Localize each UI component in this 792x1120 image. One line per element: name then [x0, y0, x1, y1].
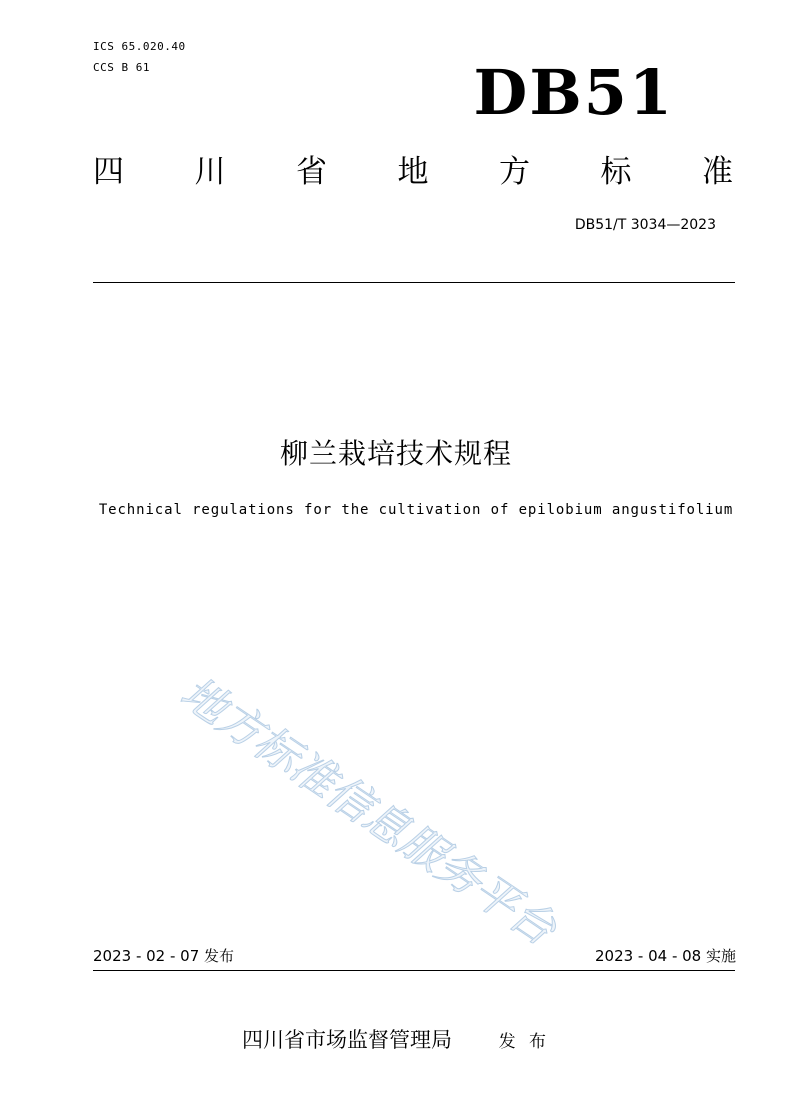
standard-type-char: 省	[296, 154, 327, 190]
issuer-action: 发 布	[498, 1032, 551, 1052]
standard-number: DB51/T 3034—2023	[574, 217, 716, 233]
document-title-chinese: 柳兰栽培技术规程	[279, 437, 512, 470]
issuer-row	[0, 1024, 792, 1054]
standard-type-char: 四	[93, 154, 124, 190]
standard-type-char: 标	[600, 154, 632, 190]
document-title-english: Technical regulations for the cultivation of epilobium angustifolium	[98, 502, 734, 518]
watermark-text: 地方标准信息服务平台	[171, 667, 565, 956]
issue-date: 2023 - 02 - 07 发布	[93, 947, 235, 965]
ics-code: ICS 65.020.40	[93, 40, 186, 53]
standard-type-heading	[93, 152, 733, 192]
header-divider	[93, 282, 735, 283]
standard-type-char: 川	[194, 154, 226, 190]
implementation-date: 2023 - 04 - 08 实施	[594, 947, 736, 965]
watermark	[170, 658, 595, 974]
ccs-code: CCS B 61	[93, 61, 150, 74]
standard-type-char: 准	[702, 154, 733, 190]
db51-logo: DB51	[473, 56, 674, 129]
standard-type-char: 地	[397, 154, 429, 190]
standard-type-char: 方	[499, 154, 530, 190]
issuer-name: 四川省市场监督管理局	[241, 1028, 452, 1052]
footer-divider	[93, 970, 735, 971]
